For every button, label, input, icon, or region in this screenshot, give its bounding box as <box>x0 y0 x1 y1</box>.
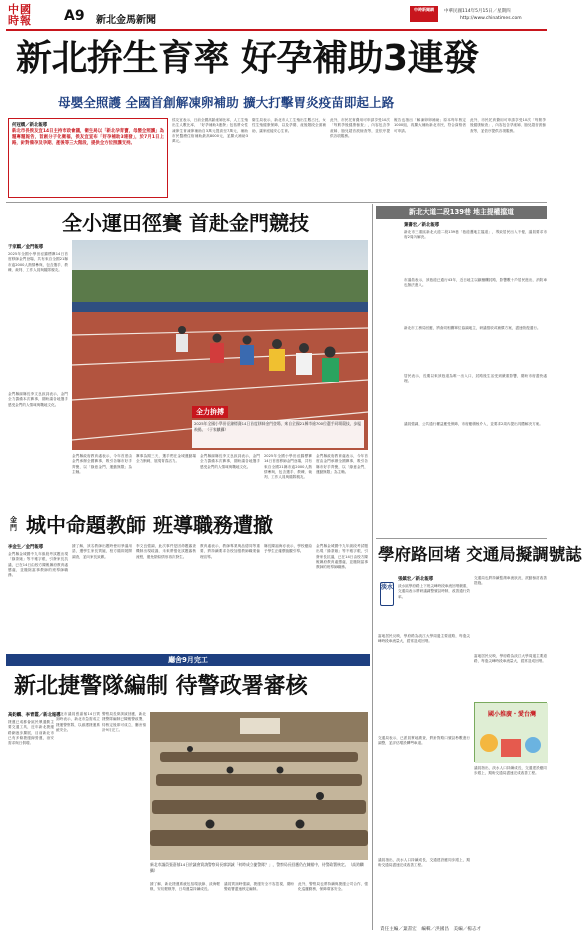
sports-col-5: 2025年全國小學田徑錦標賽14日首度移師金門登場，共有來自全國21縣市逾2000人熱情參與，包含選手、教練、裁判、工作人員與隨隊親友。 <box>264 454 312 480</box>
police-photo <box>150 712 368 860</box>
police-col-2: 新北市議員張嘉郁14日質詢時表示，新北市急需成立捷運警察隊，以維護捷運系統安全。 <box>56 712 100 732</box>
sports-caption: 2025年全國小學田徑錦標賽14日首度移師金門登場，來自全國21縣市逾700位選手同場競技，步履飛揚。（于家麒攝） <box>192 420 364 448</box>
legislator-p5: 議員強調，公共通行權益應受保障，市府應積極介入，並要求2周內提出具體解決方案。 <box>404 422 543 426</box>
page-code: A9 <box>64 8 85 24</box>
sports-col-3: 賽事為期三天，選手們在金城運動場全力衝刺，展現青春活力。 <box>136 454 196 464</box>
ad-box <box>474 702 547 762</box>
teacher-col-1: 金門縣金城國中九年級段考試題出現「綠茶婊」等不雅字眼，引發家長抗議，已在14日由校方陳報縣府教育處懲處，並撤除當事教師的班導師職務。 <box>8 552 68 578</box>
police-col-4: 據了解，新北捷運系統包括環狀線、淡海輕軌、安坑輕軌等，日均運量持續成長。 <box>150 882 220 892</box>
police-byline: 高鈞麟、李青霞／新北報導 <box>8 713 61 718</box>
main-headline: 新北拚生育率 好孕補助3連發 <box>16 38 479 79</box>
legislator-banner: 新北大道二段139巷 地主提權擋道 <box>376 206 547 219</box>
tamsui-col-1d: 議員指出，淡水人口持續成長，交通建設應同步跟上，期盼交通局盡速完成改善工程。 <box>378 858 470 868</box>
main-col-1: 侯友宜表示，日前全國高齡產婦比率，人工生殖出生人數比率，「好孕補助3連發」包括將女性凍卵生育凍卵補助自3萬元提高至7萬元，補助市民醫療住宿補助最高8000元，並擴大補助3萬元。 <box>172 118 248 144</box>
sports-col-1: 2025年全國小學田徑錦標賽14日首度移師金門登場，共有來自全國21縣市逾2000人熱情參與，包含選手、教練、裁判、工作人員與隨隊親友。 <box>8 252 68 272</box>
legislator-p2: 市議員表示，該巷道已通行43年，近日地主以鐵柵欄封路，影響數十戶居民進出，消防車也無法進入。 <box>404 278 547 288</box>
logo-text: 中國時報 <box>8 3 32 27</box>
main-lead: 新北市長侯友宜14日主持市政會議，衛生局以「新北孕育寶，母嬰全照護」為題專題報告，首創分子化衛福，侯友宜宣布「好孕補助3連發」，於7月1日上路，針對備孕及孕期、產後等三大階段，提供全方位照護支持。 <box>12 129 164 147</box>
teacher-col-3: 李文良強調，此次事件是因命題審查機制出現疏漏，未來將強化試題審核流程，避免類似情形再次發生。 <box>136 544 196 559</box>
tamsui-col-1b: 當地居民反映，學府路為淡江大學周邊主要道路，每逢尖峰時段車流量大，經常造成回堵。 <box>378 634 470 644</box>
divider <box>6 202 547 203</box>
divider-right <box>376 538 547 539</box>
sports-col-6: 金門縣政府教育處表示，今年首度由金門承辦全國賽事，吸引各縣市好手齊聚，以「綠意金門，運動無限」為主軸。 <box>316 454 368 474</box>
main-col-4: 報告也指出「解凍卵卵補助」原本每年核定1000組，再擴大補助新北市民，符合資格者可申請。 <box>394 118 466 133</box>
masthead <box>0 0 553 32</box>
legislator-p1: 新北市三重區新北大道二段139巷「巷道遭地主擋道」，導致居民出入不便，議員要求市府2周內解決。 <box>404 230 547 240</box>
police-caption: 新北市議員張嘉郁14日於議會質詢警察局長廖訓誠「何時成立捷警隊？」，警察局長回應仍在陳報中，待警政署核定。（高鈞麟攝） <box>150 862 364 873</box>
police-col-3: 警察局長廖訓誠回應，新北捷警隊編制已陳報警政署，待核定後即可成立，廳舍預計9月完工。 <box>102 712 146 732</box>
vertical-rule <box>372 204 373 930</box>
sports-byline: 于家麒／金門報導 <box>8 245 44 250</box>
main-lead-box <box>8 118 168 198</box>
legislator-p4: 居民表示，長期以來該巷道為唯一出入口，封路後生活受到嚴重影響，期盼市府盡快處理。 <box>404 374 547 384</box>
photo-label: 全力拚搏 <box>192 406 228 418</box>
police-banner: 廳舍9月完工 <box>6 654 370 666</box>
date-line: 中華民國114年5月15日／星期四 <box>444 9 511 14</box>
legislator-byline: 葉書宏／新北報導 <box>404 223 440 228</box>
site-url: http://www.chinatimes.com <box>460 16 522 21</box>
police-col-5: 議員質詢時強調，捷運安全不容忽視，期盼警政署盡速核定編制。 <box>224 882 294 892</box>
main-byline: 何冠嫻／新北報導 <box>12 123 48 128</box>
newspaper-logo <box>8 4 42 28</box>
teacher-byline: 李金生／金門報導 <box>8 545 44 550</box>
main-subhead: 母嬰全照護 全國首創解凍卵補助 擴大打擊胃炎疫苗即起上路 <box>58 95 395 110</box>
police-headline: 新北捷警隊編制 待警政署審核 <box>14 674 308 699</box>
sports-headline: 全小運田徑賽 首赴金門競技 <box>62 211 309 235</box>
police-col-6: 此外，警察局也將持續與捷運公司合作，強化巡邏勤務，保障乘客安全。 <box>298 882 368 892</box>
footer-credits: 責任主編／葉書宏 編輯／洪國昌 美編／楊志才 <box>380 927 482 932</box>
police-col-1: 捷運已成都會區民眾通勤主要交通工具，近年新北捷運路網逐步擴展，目前新北市已有多條捷運線營運，治安需求與日俱增。 <box>8 720 54 746</box>
masthead-rule <box>6 29 547 31</box>
teacher-col-2: 據了解，該名教師出題時使用爭議用語，遭學生家長質疑，校方隨即展開調查，並向家長致歉。 <box>72 544 132 559</box>
track-race-image <box>72 240 368 450</box>
teacher-col-5: 縣長陳福海亦表示，學校應給予學生正確價值觀引導。 <box>264 544 312 554</box>
main-col-5: 此外，市民托育費用可申請享受10次「每筋孕後健康檢查」，內容包含孕產婦、胎兒超音波檢查等，並依序提供各項服務。 <box>470 118 546 133</box>
sports-col-2: 金門縣政府教育處表示，今年首度由金門承辦全國賽事，吸引各縣市好手齊聚，以「綠意金門，運動無限」為主軸。 <box>72 454 132 474</box>
teacher-col-6: 金門縣金城國中九年級段考試題出現「綠茶婊」等不雅字眼，引發家長抗議，已在14日由校方陳報縣府教育處懲處，並撤除當事教師的班導師職務。 <box>316 544 368 570</box>
tamsui-headline: 學府路回堵 交通局擬調號誌 <box>378 545 582 564</box>
teacher-headline: 城中命題教師 班導職務遭撤 <box>26 513 273 537</box>
tamsui-col-2b: 當地居民反映，學府路為淡江大學周邊主要道路，每逢尖峰時段車流量大，經常造成回堵。 <box>474 654 547 664</box>
tamsui-col-2: 交通局也將持續監測車流狀況，滾動檢討改善措施。 <box>474 576 547 586</box>
section-name: 新北金馬新聞 <box>96 15 156 26</box>
council-chamber-image <box>150 712 368 860</box>
teacher-tag: 金門 <box>10 516 17 532</box>
teacher-col-4: 教育處表示，教師專業與品德同等重要，將持續要求各校加強教師職業倫理宣導。 <box>200 544 260 559</box>
main-col-2: 衛生局表示，新北市人工生殖出生數占比，女性生殖健康保障，以及孕期、產後階段全面補助，讓家庭能安心生育。 <box>252 118 326 133</box>
sports-col-4: 金門縣副縣長李文良致詞表示，金門全力籌備本次賽事，期盼讓各地選手感受金門的人情味與戰地文化。 <box>200 454 260 469</box>
right-logo: 中時新聞網 <box>410 6 438 22</box>
sports-col-1b: 金門縣副縣長李文良致詞表示，金門全力籌備本次賽事，期盼讓各地選手感受金門的人情味與戰地文化。 <box>8 392 68 407</box>
sports-photo <box>72 240 368 450</box>
legislator-p3: 新北市工務局回應，將會同相關單位協調地主，研議徵收或補償方案，盡速恢復通行。 <box>404 326 541 330</box>
tamsui-col-2c: 議員指出，淡水人口持續成長，交通建設應同步跟上，期盼交通局盡速完成改善工程。 <box>474 766 547 776</box>
tamsui-tag: 淡水 <box>380 582 394 606</box>
tamsui-col-1c: 交通局表示，已派員實地勘查，將針對路口號誌秒數進行調整，並評估增設轉彎車道。 <box>378 736 470 746</box>
tamsui-byline: 張鎮宏／新北報導 <box>398 577 434 582</box>
ad-text: 國小推廣・愛台灣 <box>487 711 536 718</box>
main-col-3: 此外，市民托育費用可申請享受10次「每筋孕後健康檢查」，內容包含孕產婦、胎兒超音波檢查等，並依序提供各項服務。 <box>330 118 390 138</box>
tamsui-col-1: 淡水區學府路上下班尖峰時段車流回堵嚴重，交通局表示將研議調整號誌時制，改善通行效率。 <box>398 584 470 599</box>
